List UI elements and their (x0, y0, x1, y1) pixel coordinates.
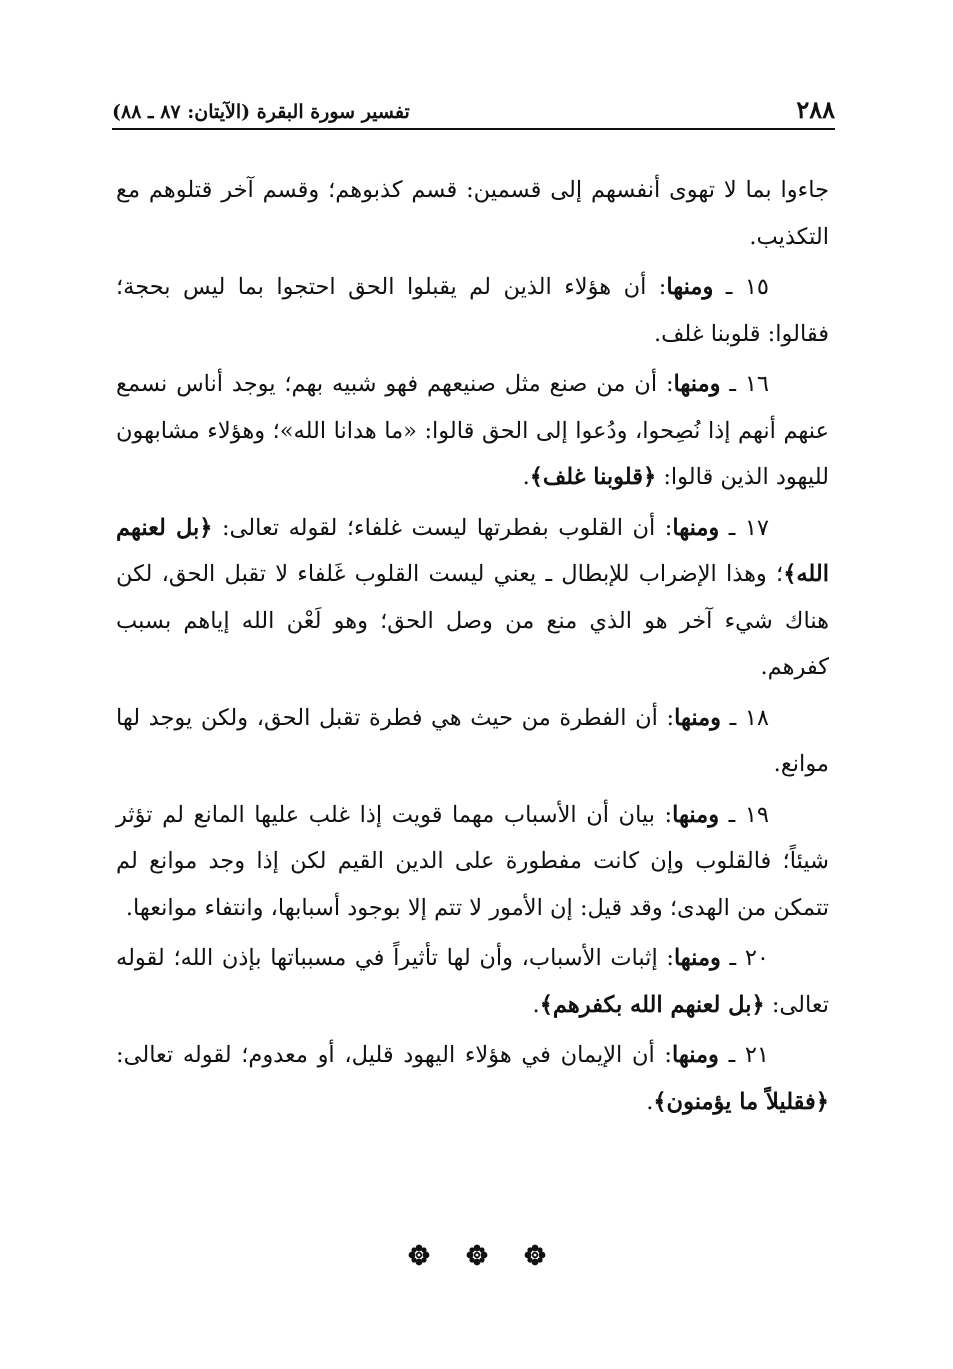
quran-quote: ﴿قلوبنا غلف﴾ (529, 464, 657, 490)
header-divider (112, 128, 835, 130)
point-keyword: ومنها (674, 704, 722, 731)
body-text (116, 167, 829, 1129)
section-end-ornaments (0, 1244, 953, 1266)
paragraph-text: : أن من صنع مثل صنيعهم فهو شبيه بهم؛ يوجد أناس نسمع عنهم أنهم إذا نُصِحوا، ودُعوا إلى الحق قالوا: «ما هدانا الله»؛ وهؤلاء مشابهون لليهود الذين قالوا: (116, 371, 829, 490)
point-keyword: ومنها (672, 514, 720, 541)
point-number: ١٨ ـ (721, 704, 769, 731)
quran-quote: ﴿بل لعنهم الله﴾ (116, 514, 829, 587)
paragraph-text: ؛ وهذا الإضراب للإبطال ـ يعني ليست القلوب غَلفاء لا تقبل الحق، لكن هناك شيء آخر هو الذي منع من وصل الحق؛ وهو لَعْن الله إياهم بسبب كفرهم. (116, 561, 829, 680)
paragraph-text: : أن الفطرة من حيث هي فطرة تقبل الحق، ولكن يوجد لها موانع. (116, 704, 829, 777)
point-keyword: ومنها (673, 945, 721, 971)
point-keyword: ومنها (671, 1042, 719, 1068)
running-title: تفسير سورة البقرة (الآيتان: ٨٧ ـ ٨٨) (112, 101, 410, 123)
paragraph (116, 695, 829, 788)
quran-quote: ﴿بل لعنهم الله بكفرهم﴾ (539, 991, 765, 1018)
point-number: ١٥ ـ (713, 274, 769, 300)
paragraph-text: . (522, 464, 530, 490)
flower-ornament-icon (408, 1244, 430, 1266)
paragraph (116, 264, 829, 357)
point-number: ٢٠ ـ (720, 945, 769, 971)
page-header (112, 88, 835, 122)
point-keyword: ومنها (666, 274, 714, 300)
flower-ornament-icon (466, 1244, 488, 1266)
paragraph-text: : بيان أن الأسباب مهما قويت إذا غلب عليها المانع لم تؤثر شيئاً؛ فالقلوب وإن كانت مفطورة على الدين القيم لكن إذا وجد موانع لم تتمكن من الهدى؛ وقد قيل: إن الأمور لا تتم إلا بوجود أسبابها، وانتفاء موانعها. (116, 801, 829, 921)
paragraph-text: . (646, 1088, 654, 1115)
paragraph-text: . (532, 991, 540, 1018)
paragraph (116, 361, 829, 501)
point-number: ١٩ ـ (719, 801, 769, 828)
page-number: ٢٨٨ (796, 95, 835, 124)
quran-quote: ﴿فقليلاً ما يؤمنون﴾ (653, 1088, 829, 1115)
point-number: ١٧ ـ (719, 514, 769, 541)
paragraph-text: : أن الإيمان في هؤلاء اليهود قليل، أو معدوم؛ لقوله تعالى: (116, 1042, 672, 1068)
paragraph-text: : أن القلوب بفطرتها ليست غلفاء؛ لقوله تعالى: (212, 514, 673, 541)
paragraph (116, 1032, 829, 1125)
paragraph-text: : إثبات الأسباب، وأن لها تأثيراً في مسبباتها بإذن الله؛ لقوله تعالى: (116, 945, 829, 1018)
point-number: ٢١ ـ (718, 1042, 769, 1068)
point-number: ١٦ ـ (720, 371, 769, 397)
paragraph (116, 935, 829, 1028)
point-keyword: ومنها (672, 801, 720, 828)
paragraph-text: : أن هؤلاء الذين لم يقبلوا الحق احتجوا بما ليس بحجة؛ فقالوا: قلوبنا غلف. (116, 274, 829, 347)
flower-ornament-icon (524, 1244, 546, 1266)
paragraph (116, 792, 829, 932)
paragraph (116, 167, 829, 260)
paragraph (116, 505, 829, 691)
paragraph-text: جاءوا بما لا تهوى أنفسهم إلى قسمين: قسم كذبوهم؛ وقسم آخر قتلوهم مع التكذيب. (116, 177, 829, 250)
point-keyword: ومنها (673, 371, 721, 397)
